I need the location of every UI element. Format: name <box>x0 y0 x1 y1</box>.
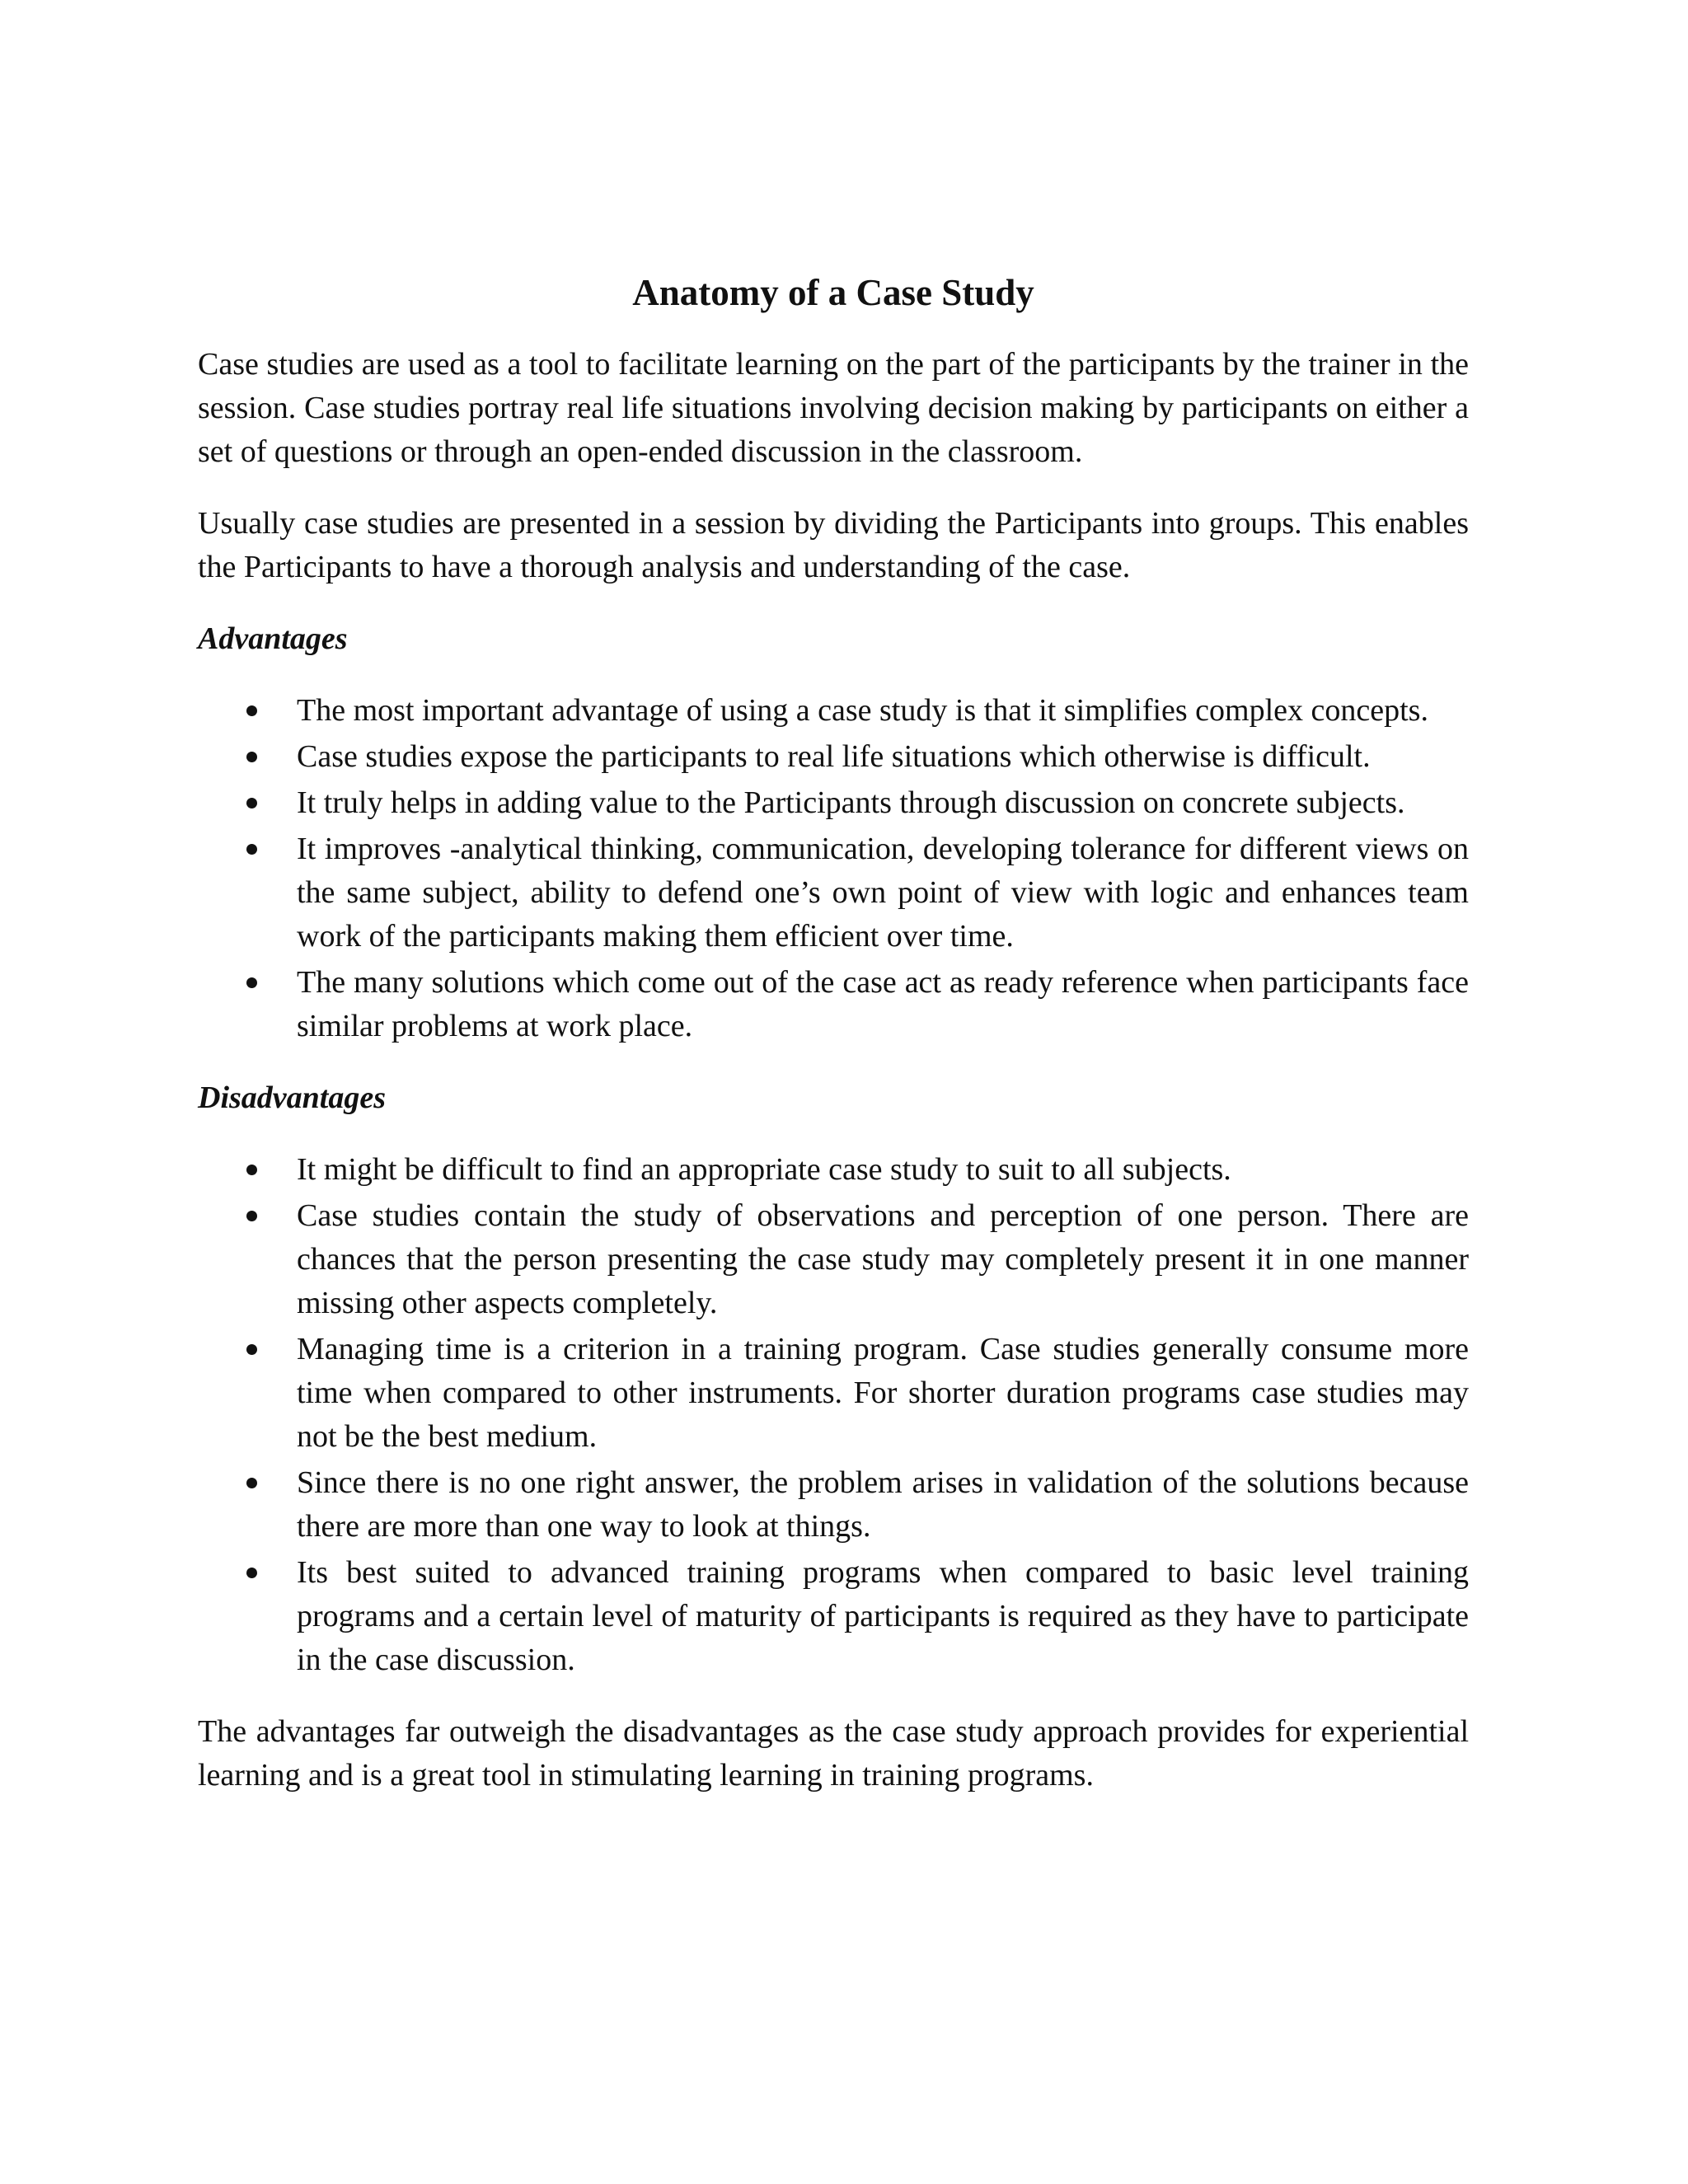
bullet-icon <box>246 752 257 762</box>
bullet-icon <box>246 1344 257 1355</box>
advantages-heading: Advantages <box>198 621 348 656</box>
advantages-list <box>198 689 1469 1048</box>
disadvantage-text: Case studies contain the study of observations and perception of one person. There are chances that the person presenting the case study may completely present it in one manner missing other aspects completely. <box>297 1198 1469 1320</box>
disadvantage-item <box>198 1461 1469 1549</box>
document-title: Anatomy of a Case Study <box>632 272 1034 313</box>
disadvantage-item <box>198 1551 1469 1682</box>
advantage-item <box>198 689 1469 733</box>
bullet-icon <box>246 844 257 855</box>
advantage-text: It truly helps in adding value to the Participants through discussion on concrete subjects. <box>297 785 1405 820</box>
bullet-icon <box>246 1165 257 1175</box>
bullet-icon <box>246 798 257 808</box>
disadvantage-text: Since there is no one right answer, the problem arises in validation of the solutions because there are more than one way to look at things. <box>297 1465 1469 1544</box>
disadvantage-text: It might be difficult to find an appropriate case study to suit to all subjects. <box>297 1152 1231 1187</box>
intro-paragraph: Case studies are used as a tool to facilitate learning on the part of the participants by the trainer in the session. Case studies portray real life situations involving decision making by participants on either a set of questions or through an open-ended discussion in the classroom. <box>198 347 1469 469</box>
disadvantage-text: Managing time is a criterion in a training program. Case studies generally consume more time when compared to other instruments. For shorter duration programs case studies may not be the best medium. <box>297 1332 1469 1454</box>
advantage-item <box>198 961 1469 1048</box>
intro-paragraph: Usually case studies are presented in a session by dividing the Participants into groups. This enables the Participants to have a thorough analysis and understanding of the case. <box>198 506 1469 584</box>
advantage-text: Case studies expose the participants to real life situations which otherwise is difficult. <box>297 739 1371 774</box>
disadvantage-item <box>198 1328 1469 1459</box>
advantage-text: The most important advantage of using a case study is that it simplifies complex concepts. <box>297 693 1428 728</box>
advantage-text: The many solutions which come out of the case act as ready reference when participants face similar problems at work place. <box>297 965 1469 1043</box>
advantage-item <box>198 827 1469 958</box>
document-content <box>198 264 1469 1825</box>
bullet-icon <box>246 1568 257 1578</box>
disadvantage-item <box>198 1194 1469 1325</box>
bullet-icon <box>246 1478 257 1488</box>
disadvantages-list <box>198 1148 1469 1682</box>
conclusion-paragraph: The advantages far outweigh the disadvantages as the case study approach provides for experiential learning and is a great tool in stimulating learning in training programs. <box>198 1714 1469 1793</box>
disadvantages-heading: Disadvantages <box>198 1080 386 1115</box>
advantage-text: It improves -analytical thinking, communication, developing tolerance for different views on the same subject, ability to defend one’s own point of view with logic and enhances team work of the participants making them efficient over time. <box>297 832 1469 954</box>
bullet-icon <box>246 977 257 988</box>
disadvantage-item <box>198 1148 1469 1192</box>
disadvantage-text: Its best suited to advanced training programs when compared to basic level training programs and a certain level of maturity of participants is required as they have to participate in the case discussion. <box>297 1555 1469 1677</box>
advantage-item <box>198 735 1469 779</box>
bullet-icon <box>246 1211 257 1221</box>
advantage-item <box>198 781 1469 825</box>
bullet-icon <box>246 705 257 716</box>
